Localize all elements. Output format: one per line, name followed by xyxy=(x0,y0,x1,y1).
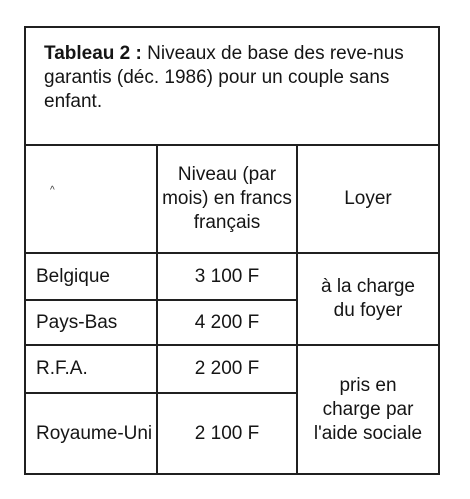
table-row-level xyxy=(158,394,296,473)
level-value: 3 100 F xyxy=(194,265,260,287)
caption-title: Tableau 2 : xyxy=(44,43,142,64)
rent-group-cell xyxy=(298,254,438,344)
table-row-country xyxy=(26,394,156,473)
rent-group-label: à la charge du foyer xyxy=(320,276,415,321)
country-label: R.F.A. xyxy=(36,358,88,379)
level-value: 4 200 F xyxy=(194,311,260,333)
table-caption xyxy=(26,28,438,146)
table-row-country xyxy=(26,301,156,344)
table-row-country xyxy=(26,346,156,392)
level-value: 2 200 F xyxy=(194,358,260,379)
header-level-cell xyxy=(158,146,296,252)
country-label: Belgique xyxy=(36,265,110,287)
header-rent-label: Loyer xyxy=(344,188,392,209)
rent-group-label: pris en charge par l'aide sociale xyxy=(313,374,423,444)
table-row-level xyxy=(158,346,296,392)
table-row-level xyxy=(158,254,296,299)
header-level-label: Niveau (par mois) en francs français xyxy=(162,164,292,233)
table-row-country xyxy=(26,254,156,299)
table-row-level xyxy=(158,301,296,344)
level-value: 2 100 F xyxy=(194,422,260,444)
table-frame xyxy=(24,26,440,475)
country-label: Pays-Bas xyxy=(36,311,118,333)
income-table xyxy=(26,146,438,473)
decorative-mark: ^ xyxy=(50,185,55,196)
rent-group-cell xyxy=(298,346,438,473)
country-label: Royaume-Uni xyxy=(36,422,153,444)
caption-text: Niveaux de base des reve-nus garantis (déc. 1986) pour un couple sans enfant. xyxy=(44,43,404,112)
header-rent-cell xyxy=(298,146,438,252)
